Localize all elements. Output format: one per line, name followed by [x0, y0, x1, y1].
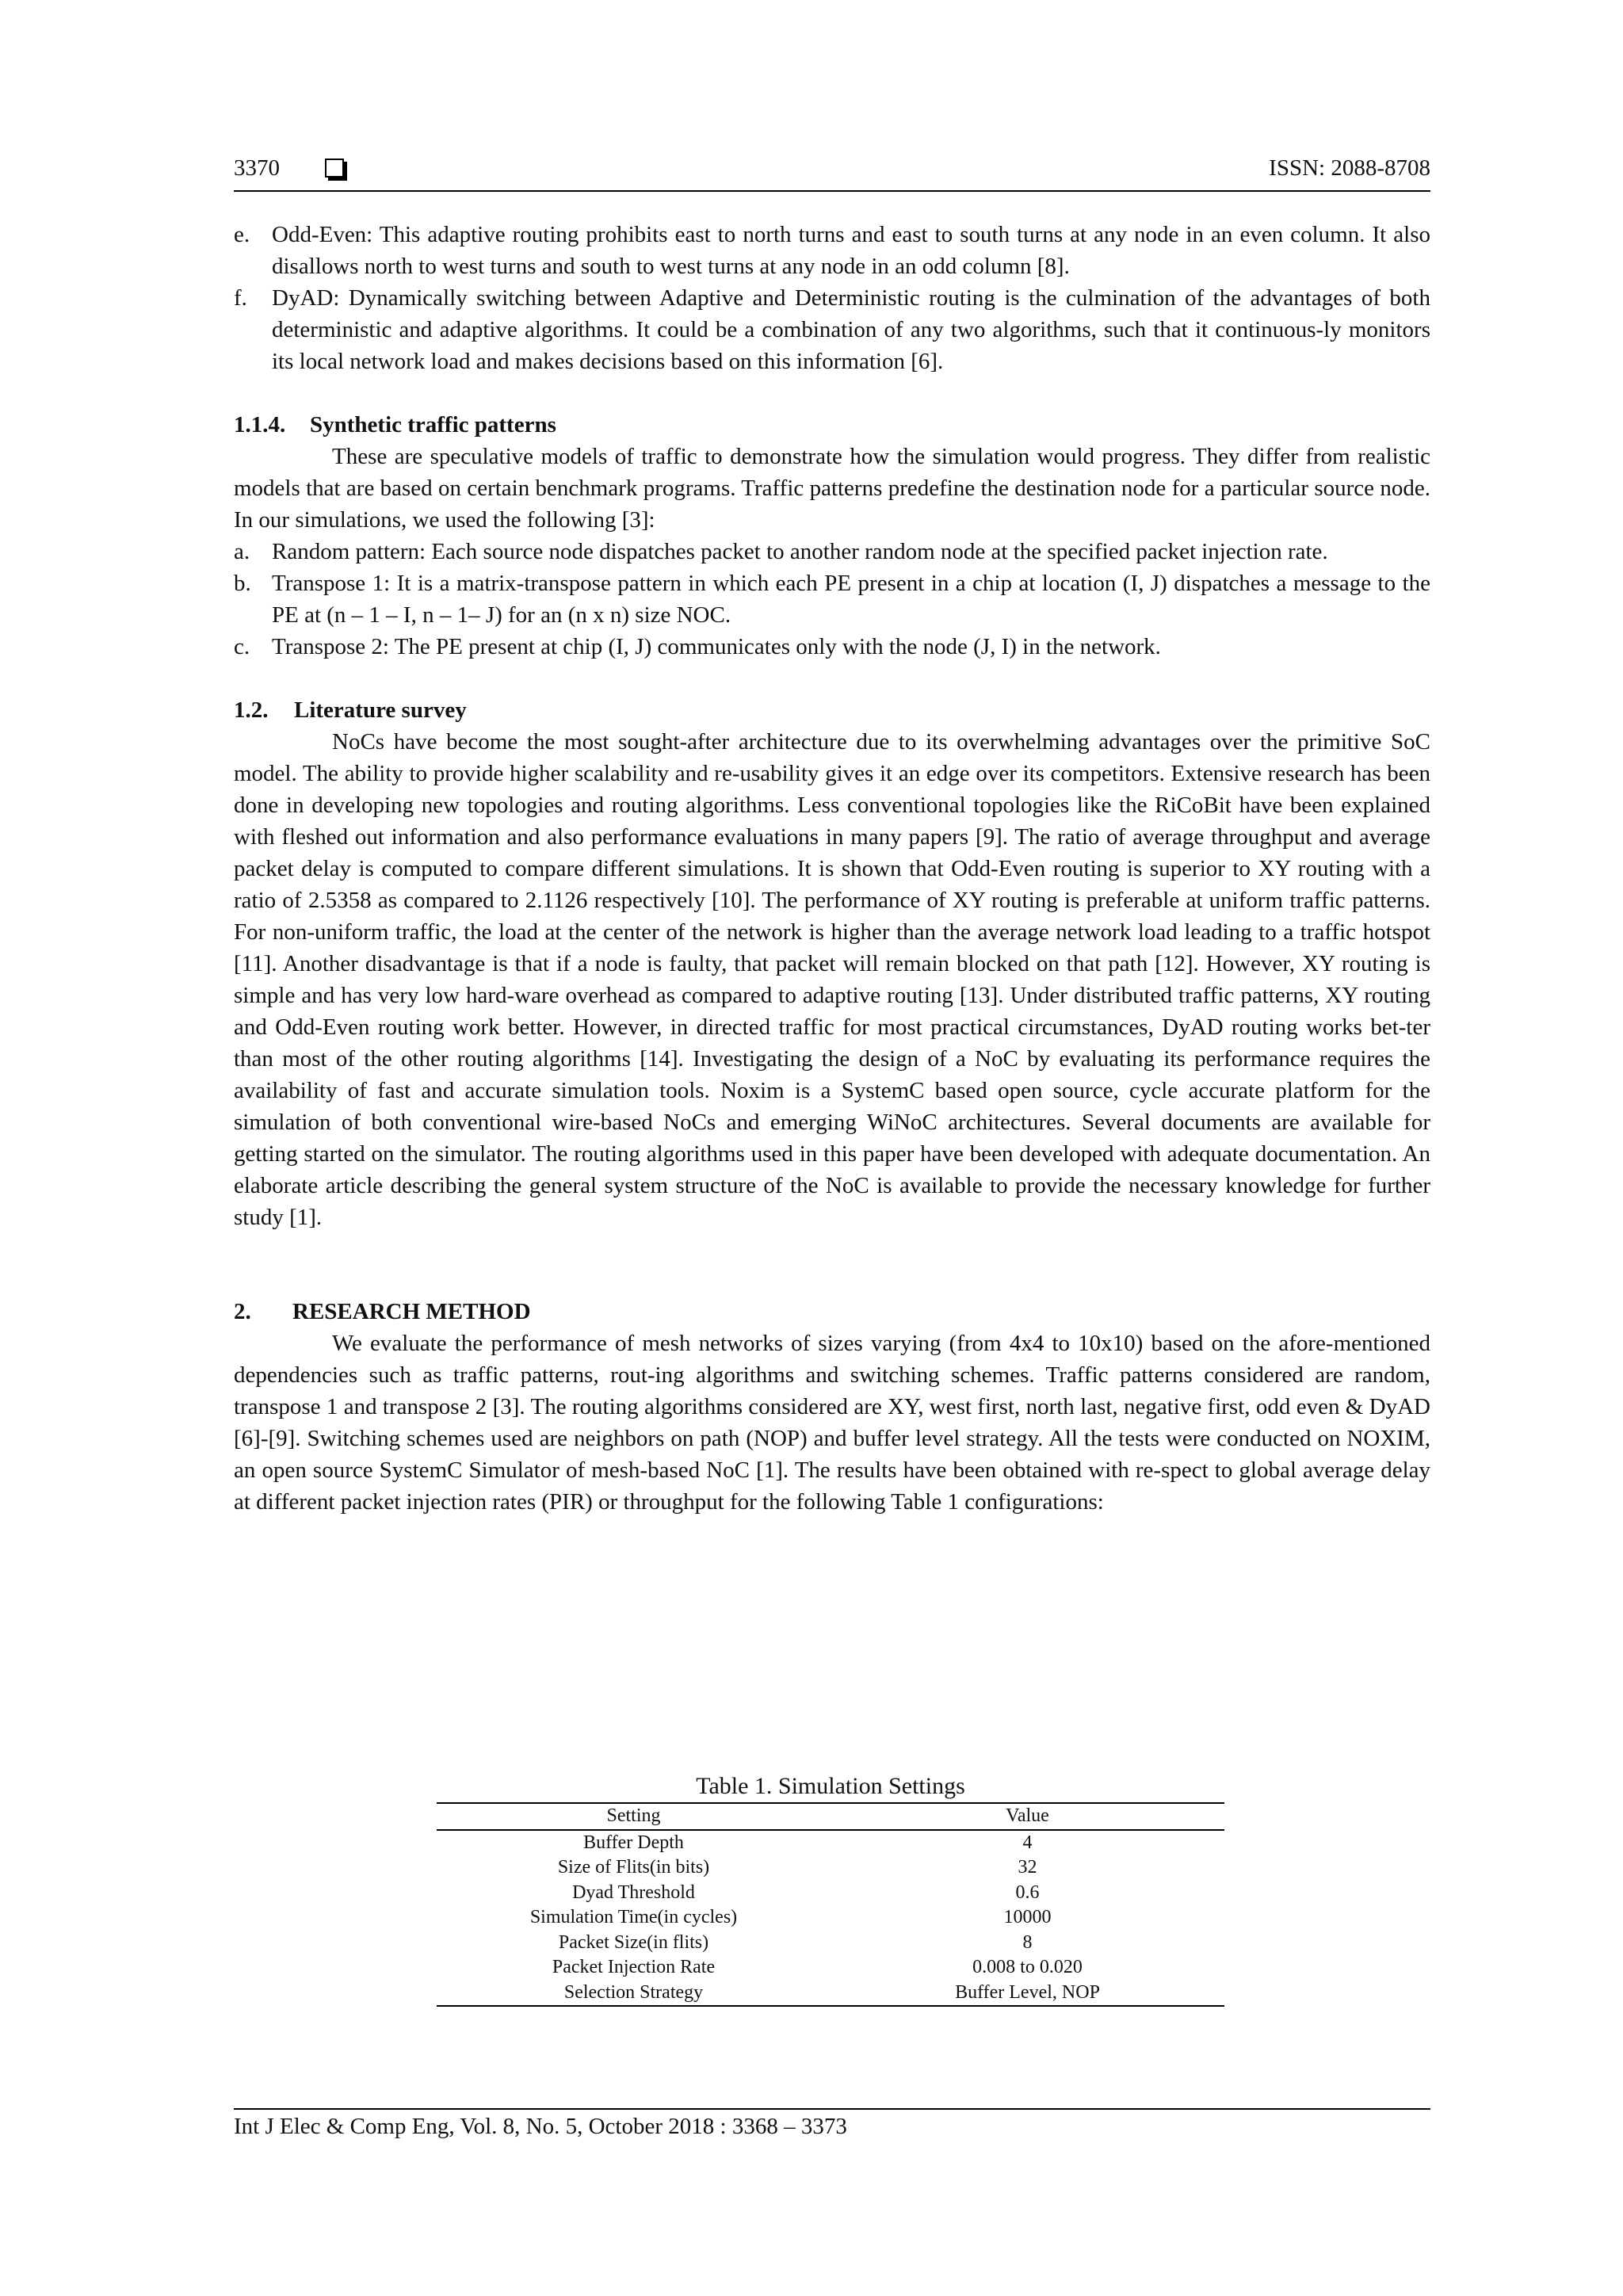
list-item-text: Odd-Even: This adaptive routing prohibits east to north turns and east to south turns at any node in an even column. It also disallows north to west turns and south to west turns at any node in an odd column [8]. — [272, 222, 1430, 279]
page-number: 3370 — [234, 155, 280, 181]
section-title: Literature survey — [294, 697, 467, 723]
journal-footer: Int J Elec & Comp Eng, Vol. 8, No. 5, October 2018 : 3368 – 3373 — [234, 2114, 847, 2139]
list-marker: a. — [234, 539, 250, 564]
table-cell: 10000 — [1003, 1907, 1052, 1928]
list-marker: f. — [234, 285, 247, 311]
table-cell: 8 — [1022, 1931, 1033, 1953]
table-row — [437, 1981, 1224, 2007]
section-number: 1.1.4. — [234, 412, 286, 437]
list-item-text: Random pattern: Each source node dispatches packet to another random node at the specified packet injection rate. — [272, 539, 1328, 564]
list-item — [234, 536, 1430, 567]
page-header — [234, 155, 1430, 192]
simulation-settings-table — [437, 1802, 1224, 2007]
footer-divider — [234, 2108, 1430, 2110]
routing-algorithm-list — [234, 219, 1430, 377]
table-cell: 0.008 to 0.020 — [972, 1957, 1083, 1978]
table-cell: 4 — [1022, 1832, 1033, 1853]
table-cell: Packet Injection Rate — [552, 1957, 716, 1978]
table-row — [437, 1931, 1224, 1956]
table-row — [437, 1881, 1224, 1906]
list-item-text: DyAD: Dynamically switching between Adaptive and Deterministic routing is the culmination of the advantages of both deterministic and adaptive algorithms. It could be a combination of any two algorithms, such that it continuous-ly monitors its local network load and makes decisions based on this information [6]. — [272, 285, 1430, 374]
list-item — [234, 567, 1430, 631]
table-row — [437, 1955, 1224, 1981]
table-header-cell: Setting — [606, 1805, 661, 1827]
table-cell: Buffer Depth — [583, 1832, 684, 1853]
paragraph: These are speculative models of traffic to demonstrate how the simulation would progress. They differ from realistic models that are based on certain benchmark programs. Traffic patterns predefine the destination node for a particular source node. In our simulations, we used the following [3]: — [234, 444, 1430, 533]
table-cell: 32 — [1018, 1857, 1037, 1878]
section-number: 1.2. — [234, 697, 269, 723]
table-cell: Buffer Level, NOP — [955, 1981, 1100, 2003]
table-cell: Selection Strategy — [563, 1981, 704, 2003]
table-header-cell: Value — [1006, 1805, 1049, 1827]
table-cell: Packet Size(in flits) — [558, 1931, 709, 1953]
table-row — [437, 1830, 1224, 1856]
list-marker: b. — [234, 571, 251, 596]
section-number: 2. — [234, 1299, 251, 1324]
list-marker: c. — [234, 634, 250, 659]
table-cell: 0.6 — [1015, 1881, 1040, 1903]
issn-label: ISSN: 2088-8708 — [1269, 155, 1430, 181]
section-heading-research-method — [234, 1296, 1430, 1328]
checkbox-square-icon — [325, 159, 344, 178]
paragraph: We evaluate the performance of mesh networks of sizes varying (from 4x4 to 10x10) based on the afore-mentioned dependencies such as traffic patterns, rout-ing algorithms and switching schemes. Traffic patterns considered are random, transpose 1 and transpose 2 [3]. The routing algorithms considered are XY, west first, north last, negative first, odd even & DyAD [6]-[9]. Switching schemes used are neighbors on path (NOP) and buffer level strategy. All the tests were conducted on NOXIM, an open source SystemC Simulator of mesh-based NoC [1]. The results have been obtained with re-spect to global average delay at different packet injection rates (PIR) or throughput for the following Table 1 configurations: — [234, 1331, 1430, 1515]
section-heading-literature-survey — [234, 694, 1430, 726]
table-cell: Simulation Time(in cycles) — [529, 1907, 738, 1928]
simulation-settings-table-block — [437, 1771, 1224, 2007]
section-heading-synthetic-traffic — [234, 409, 1430, 441]
list-item — [234, 631, 1430, 663]
list-item — [234, 282, 1430, 377]
list-item-text: Transpose 2: The PE present at chip (I, J) communicates only with the node (J, I) in the network. — [272, 634, 1161, 659]
section-title: Synthetic traffic patterns — [310, 412, 556, 437]
table-caption: Table 1. Simulation Settings — [696, 1773, 965, 1799]
list-item-text: Transpose 1: It is a matrix-transpose pattern in which each PE present in a chip at location (I, J) dispatches a message to the PE at (n – 1 – I, n – 1– J) for an (n x n) size NOC. — [272, 571, 1430, 628]
table-cell: Size of Flits(in bits) — [557, 1857, 710, 1878]
list-marker: e. — [234, 222, 250, 247]
list-item — [234, 219, 1430, 282]
table-row — [437, 1905, 1224, 1931]
article-body — [234, 219, 1430, 1518]
section-title: RESEARCH METHOD — [292, 1299, 531, 1324]
paragraph: NoCs have become the most sought-after architecture due to its overwhelming advantages over the primitive SoC model. The ability to provide higher scalability and re-usability gives it an edge over its competitors. Extensive research has been done in developing new topologies and routing algorithms. Less conventional topologies like the RiCoBit have been explained with fleshed out information and also performance evaluations in many papers [9]. The ratio of average throughput and average packet delay is computed to compare different simulations. It is shown that Odd-Even routing is superior to XY routing with a ratio of 2.5358 as compared to 2.1126 respectively [10]. The performance of XY routing is preferable at uniform traffic patterns. For non-uniform traffic, the load at the center of the network is higher than the average network load leading to a traffic hotspot [11]. Another disadvantage is that if a node is faulty, that packet will remain blocked on that path [12]. However, XY routing is simple and has very low hard-ware overhead as compared to adaptive routing [13]. Under distributed traffic patterns, XY routing and Odd-Even routing work better. However, in directed traffic for most practical circumstances, DyAD routing works bet-ter than most of the other routing algorithms [14]. Investigating the design of a NoC by evaluating its performance requires the availability of fast and accurate simulation tools. Noxim is a SystemC based open source, cycle accurate platform for the simulation of both conventional wire-based NoCs and emerging WiNoC architectures. Several documents are available for getting started on the simulator. The routing algorithms used in this paper have been developed with adequate documentation. An elaborate article describing the general system structure of the NoC is available to provide the necessary knowledge for further study [1]. — [234, 729, 1430, 1230]
table-row — [437, 1855, 1224, 1881]
table-cell: Dyad Threshold — [572, 1881, 695, 1903]
traffic-pattern-list — [234, 536, 1430, 663]
table-header-row — [437, 1803, 1224, 1830]
